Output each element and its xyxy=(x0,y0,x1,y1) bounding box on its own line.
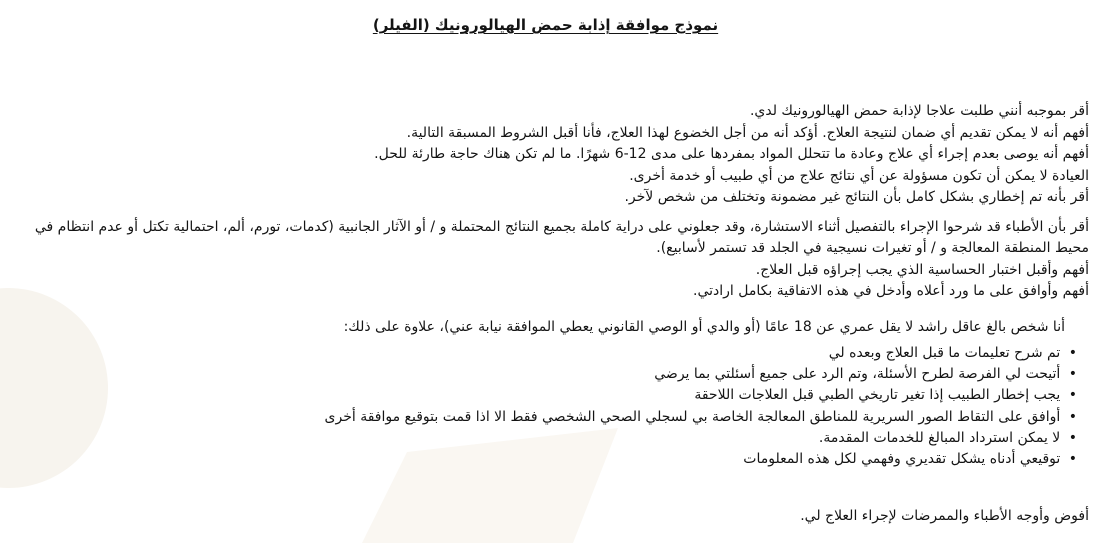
bullet-list-item xyxy=(2,385,1077,406)
bullet-list-item xyxy=(2,407,1077,428)
bullet-text: أوافق على التقاط الصور السريرية للمناطق المعالجة الخاصة بي لسجلي الصحي الشخصي فقط الا اذا قمت بتوقيع موافقة أخرى xyxy=(324,408,1065,425)
bullet-text: تم شرح تعليمات ما قبل العلاج وبعده لي xyxy=(828,345,1065,361)
bullet-icon: • xyxy=(1068,451,1077,468)
bullet-text: لا يمكن استرداد المبالغ للخدمات المقدمة. xyxy=(818,429,1065,446)
bullet-list-item xyxy=(2,364,1077,385)
eligibility-intro: أنا شخص بالغ عاقل راشد لا يقل عمري عن 18 عامًا (أو والدي أو الوصي القانوني يعطي الموافقة نيابة عني)، علاوة على ذلك: xyxy=(343,318,1065,335)
bullet-icon: • xyxy=(1068,366,1077,383)
bullet-icon: • xyxy=(1068,429,1077,446)
consent-paragraph: أفهم وأوافق على ما ورد أعلاه وأدخل في هذه الاتفاقية بكامل ارادتي. xyxy=(693,283,1089,299)
bullet-list-item xyxy=(2,343,1077,364)
consent-paragraph: أفهم أنه لا يمكن تقديم أي ضمان لنتيجة العلاج. أؤكد أنه من أجل الخضوع لهذا العلاج، فأنا أقبل الشروط المسبقة التالية. xyxy=(406,124,1089,141)
authorization-line: أفوض وأوجه الأطباء والممرضات لإجراء العلاج لي. xyxy=(800,508,1089,525)
consent-paragraph: أفهم أنه يوصى بعدم إجراء أي علاج وعادة ما تتحلل المواد بمفردها على مدى 12-6 شهرًا. ما لم تكن هناك حاجة طارئة للحل. xyxy=(374,146,1089,162)
bullet-list-item xyxy=(2,449,1077,470)
bullet-icon: • xyxy=(1068,408,1077,425)
bullet-text: أتيحت لي الفرصة لطرح الأسئلة، وتم الرد على جميع أسئلتي بما يرضي xyxy=(654,366,1065,383)
consent-paragraph: العيادة لا يمكن أن تكون مسؤولة عن أي نتائج علاج من أي طبيب أو خدمة أخرى. xyxy=(629,167,1089,184)
consent-paragraph: أقر بأن الأطباء قد شرحوا الإجراء بالتفصيل أثناء الاستشارة، وقد جعلوني على دراية كاملة بجميع النتائج المحتملة و / أو الآثار الجانبية (كدمات، تورم، ألم، احتمالية تكتل أو عدم انتظام في محيط المنطقة المعالجة و / أو تغيرات نسيجية في الجلد قد تستمر لأسابيع). xyxy=(34,218,1089,256)
page-title: نموذج موافقة إذابة حمض الهيالورونيك (الفيلر) xyxy=(372,16,719,34)
bullet-icon: • xyxy=(1068,387,1077,404)
bullet-text: يجب إخطار الطبيب إذا تغير تاريخي الطبي قبل العلاجات اللاحقة xyxy=(694,387,1065,404)
intro-paragraphs xyxy=(2,101,1089,303)
consent-paragraph: أفهم وأقبل اختبار الحساسية الذي يجب إجراؤه قبل العلاج. xyxy=(755,261,1089,278)
bullet-icon: • xyxy=(1068,345,1077,361)
bullet-list xyxy=(2,343,1089,470)
consent-paragraph: أقر بأنه تم إخطاري بشكل كامل بأن النتائج غير مضمونة وتختلف من شخص لآخر. xyxy=(624,189,1089,205)
bullet-list-item xyxy=(2,428,1077,449)
bullet-text: توقيعي أدناه يشكل تقديري وفهمي لكل هذه المعلومات xyxy=(743,451,1065,468)
consent-paragraph: أقر بموجبه أنني طلبت علاجا لإذابة حمض الهيالورونيك لدي. xyxy=(749,103,1089,119)
